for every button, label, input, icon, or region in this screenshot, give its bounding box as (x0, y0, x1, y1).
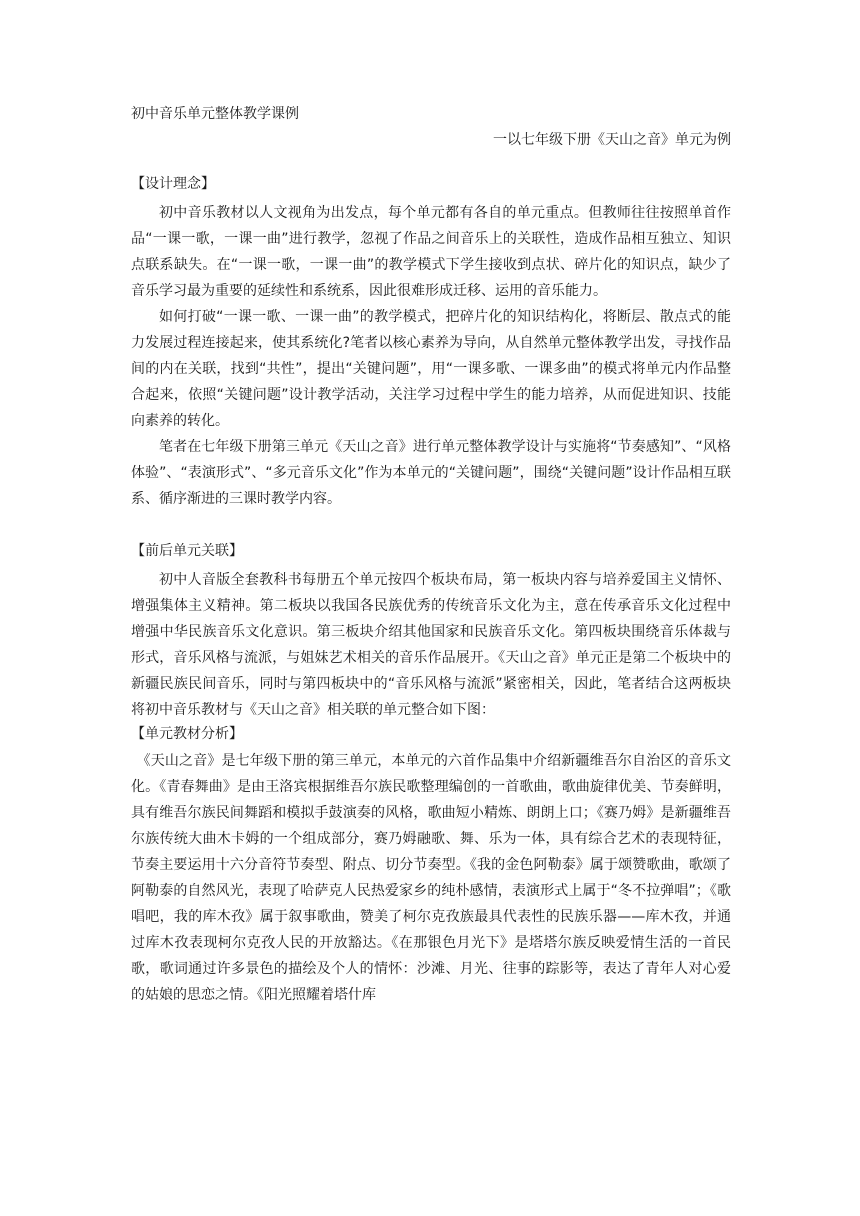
section-heading: 【单元教材分析】 (131, 726, 243, 742)
paragraph: 如何打破“一课一歌、一课一曲”的教学模式，把碎片化的知识结构化，将断层、散点式的能力发展过程连接起来，使其系统化?笔者以核心素养为导向，从自然单元整体教学出发，寻找作品间的内在关联，找到“共性”，提出“关键问题”，用“一课多歌、一课多曲”的模式将单元内作品整合起来，依照“关键问题”设计教学活动，关注学习过程中学生的能力培养，从而促进知识、技能向素养的转化。 (131, 309, 731, 429)
section-heading: 【前后单元关联】 (131, 543, 243, 559)
section-design-concept (131, 173, 731, 512)
document-page (131, 103, 731, 1008)
section-unit-relations (131, 540, 731, 723)
paragraph: 笔者在七年级下册第三单元《天山之音》进行单元整体教学设计与实施将“节奏感知”、“风格体验”、“表演形式”、“多元音乐文化”作为本单元的“关键问题”，围绕“关键问题”设计作品相互联系、循序渐进的三课时教学内容。 (131, 439, 731, 507)
document-subtitle: 一以七年级下册《天山之音》单元为例 (493, 132, 731, 148)
paragraph: 初中人音版全套教科书每册五个单元按四个板块布局，第一板块内容与培养爱国主义情怀、增强集体主义精神。第二板块以我国各民族优秀的传统音乐文化为主，意在传承音乐文化过程中增强中华民族音乐文化意识。第三板块介绍其他国家和民族音乐文化。第四板块围绕音乐体裁与形式，音乐风格与流派，与姐妹艺术相关的音乐作品展开。《天山之音》单元正是第二个板块中的新疆民族民间音乐，同时与第四板块中的“音乐风格与流派”紧密相关，因此，笔者结合这两板块将初中音乐教材与《天山之音》相关联的单元整合如下图： (131, 572, 731, 718)
section-heading: 【设计理念】 (131, 176, 215, 192)
document-title: 初中音乐单元整体教学课例 (131, 106, 299, 122)
section-textbook-analysis (131, 723, 731, 1008)
paragraph: 初中音乐教材以人文视角为出发点，每个单元都有各自的单元重点。但教师往往按照单首作品“一课一歌，一课一曲”进行教学，忽视了作品之间音乐上的关联性，造成作品相互独立、知识点联系缺失。在“一课一歌，一课一曲”的教学模式下学生接收到点状、碎片化的知识点，缺少了音乐学习最为重要的延续性和系统系，因此很难形成迁移、运用的音乐能力。 (131, 205, 731, 299)
paragraph: 《天山之音》是七年级下册的第三单元，本单元的六首作品集中介绍新疆维吾尔自治区的音乐文化。《青春舞曲》是由王洛宾根据维吾尔族民歌整理编创的一首歌曲，歌曲旋律优美、节奏鲜明，具有维吾尔族民间舞蹈和模拟手鼓演奏的风格，歌曲短小精炼、朗朗上口；《赛乃姆》是新疆维吾尔族传统大曲木卡姆的一个组成部分，赛乃姆融歌、舞、乐为一体，具有综合艺术的表现特征，节奏主要运用十六分音符节奏型、附点、切分节奏型。《我的金色阿勒泰》属于颂赞歌曲，歌颂了阿勒泰的自然风光，表现了哈萨克人民热爱家乡的纯朴感情，表演形式上属于“冬不拉弹唱”；《歌唱吧，我的库木孜》属于叙事歌曲，赞美了柯尔克孜族最具代表性的民族乐器——库木孜，并通过库木孜表现柯尔克孜人民的开放豁达。《在那银色月光下》是塔塔尔族反映爱情生活的一首民歌，歌词通过许多景色的描绘及个人的情怀：沙滩、月光、往事的踪影等，表达了青年人对心爱的姑娘的思恋之情。《阳光照耀着塔什库 (131, 753, 731, 1003)
